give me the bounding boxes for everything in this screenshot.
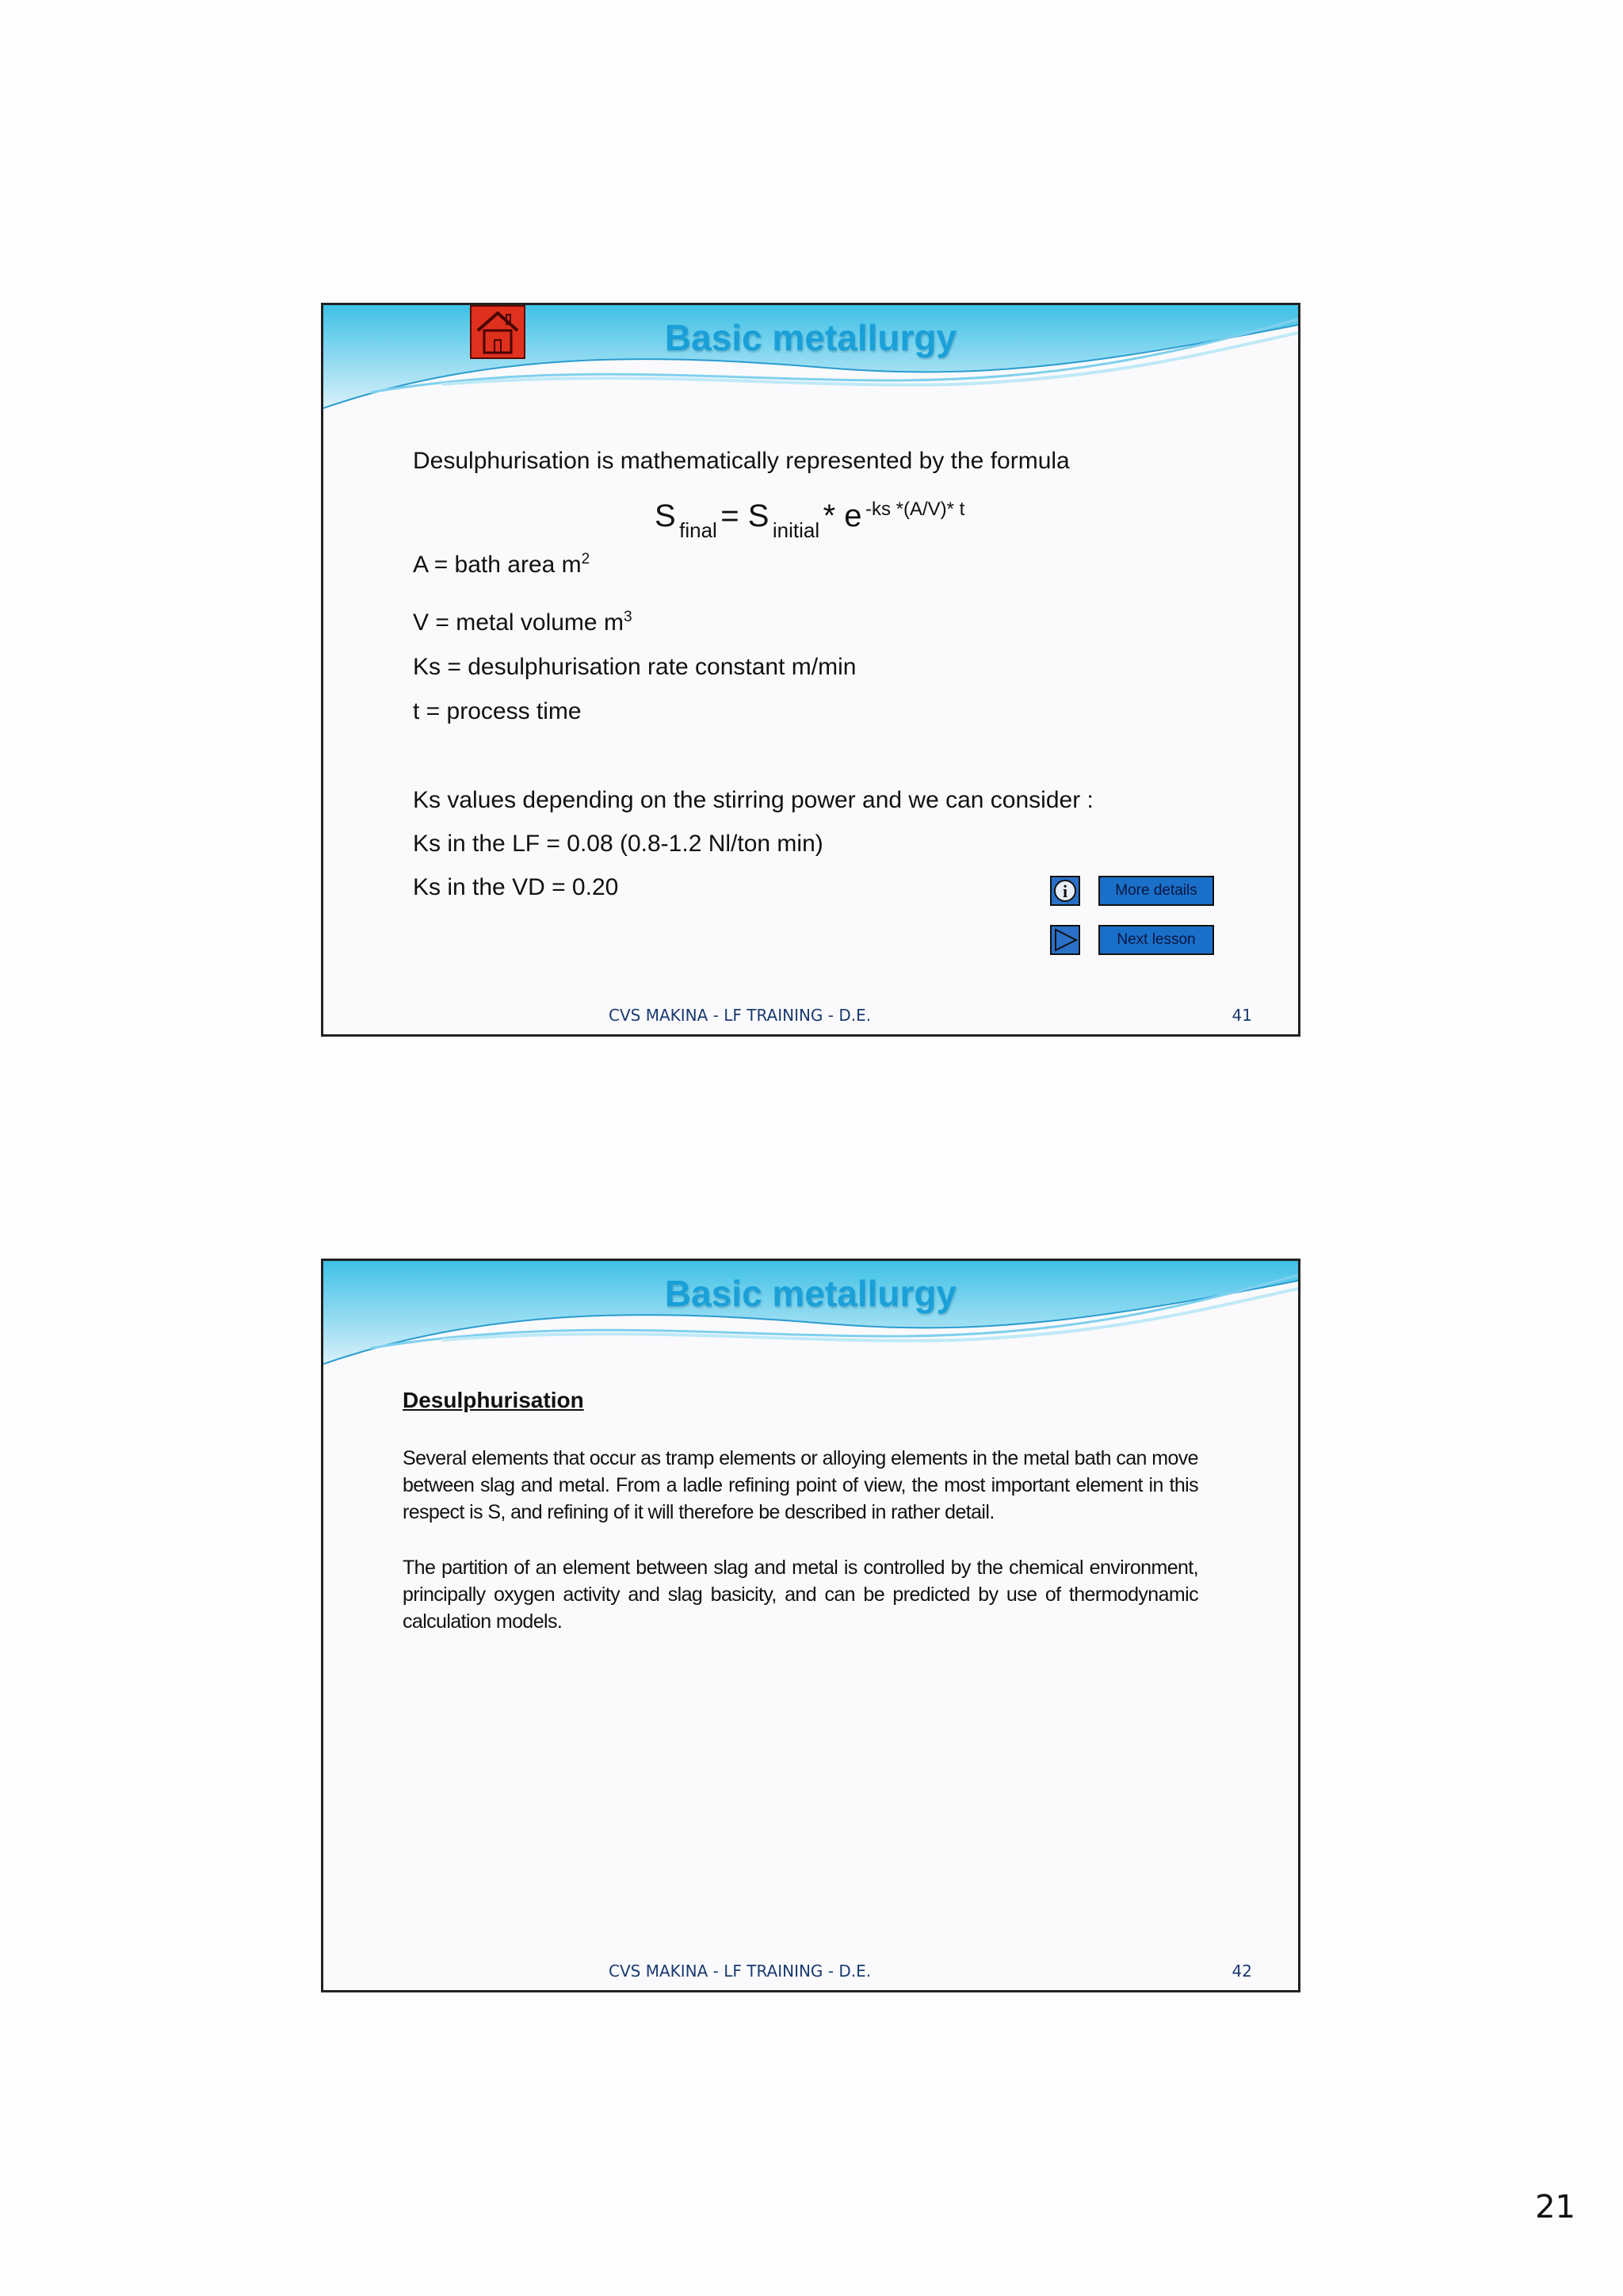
formula-equals: = S [720, 499, 769, 533]
metal-volume-sup: 3 [623, 609, 632, 625]
svg-text:i: i [1062, 881, 1068, 901]
formula-times-e: * e [823, 499, 862, 533]
section-heading: Desulphurisation [403, 1388, 584, 1412]
line-ks-values: Ks values depending on the stirring power and we can consider : [413, 787, 1094, 813]
slide-footer: CVS MAKINA - LF TRAINING - D.E. [609, 1006, 872, 1025]
line-ks-vd: Ks in the VD = 0.20 [413, 874, 619, 900]
formula-sub-initial: initial [772, 518, 820, 542]
bath-area-sup: 2 [581, 551, 590, 567]
slide-footer: CVS MAKINA - LF TRAINING - D.E. [609, 1962, 872, 1981]
line-metal-volume [413, 609, 632, 636]
desulphurisation-formula [655, 499, 965, 542]
paragraph-2: The partition of an element between slag and metal is controlled by the chemical environment, principally oxygen activity and slag basicity, and can be predicted by use of thermodynamic calculation models. [403, 1557, 1198, 1633]
slide-title: Basic metallurgy [664, 317, 957, 358]
info-icon-button[interactable] [1050, 876, 1080, 906]
page-number: 21 [1535, 2189, 1575, 2225]
line-process-time: t = process time [413, 698, 582, 724]
formula-exponent: -ks *(A/V)* t [865, 499, 965, 520]
formula-s: S [655, 499, 676, 533]
slide-41 [321, 303, 1300, 1037]
more-details-button[interactable]: More details [1098, 876, 1214, 906]
slide-title: Basic metallurgy [664, 1273, 957, 1314]
formula-sub-final: final [679, 518, 717, 542]
line-ks: Ks = desulphurisation rate constant m/min [413, 654, 857, 680]
play-icon-button[interactable] [1050, 925, 1080, 955]
metal-volume-text: V = metal volume m [413, 609, 624, 636]
slide-42 [321, 1259, 1300, 1992]
intro-text: Desulphurisation is mathematically represented by the formula [413, 448, 1070, 474]
line-bath-area [413, 551, 590, 579]
play-icon [1052, 926, 1079, 953]
info-icon [1052, 877, 1079, 904]
next-lesson-button[interactable]: Next lesson [1098, 925, 1214, 955]
line-ks-lf: Ks in the LF = 0.08 (0.8-1.2 Nl/ton min) [413, 831, 823, 857]
paragraph-1: Several elements that occur as tramp elements or alloying elements in the metal bath can move between slag and metal. From a ladle refining point of view, the most important element in this respect is S, and refining of it will therefore be described in rather detail. [403, 1447, 1198, 1523]
bath-area-text: A = bath area m [413, 552, 582, 578]
slide-number: 41 [1232, 1006, 1252, 1025]
slide-number: 42 [1232, 1962, 1252, 1981]
